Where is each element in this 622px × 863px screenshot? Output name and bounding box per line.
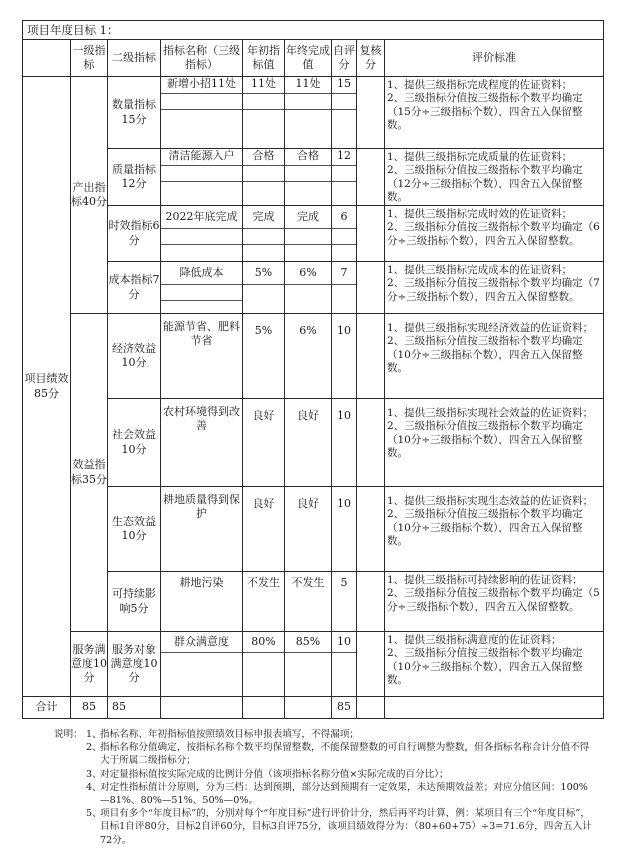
header-indicator-name: 指标名称（三级指标）: [161, 40, 243, 77]
indicator-name-cost: 降低成本: [161, 262, 242, 285]
level2-economic: 经济效益10分: [108, 314, 161, 399]
final-value-cost: 6%: [285, 262, 331, 285]
value-blank-row: [285, 166, 331, 182]
indicator-name-quantity: 新增小招11处: [161, 77, 242, 94]
header-criteria: 评价标准: [385, 40, 604, 77]
initial-value-quality: 合格: [243, 149, 284, 166]
self-score-sustainable: 5: [332, 572, 357, 632]
total-level1: 85: [71, 697, 108, 719]
final-value-timeliness: 完成: [285, 206, 331, 229]
evaluation-table: [22, 20, 604, 719]
header-initial-value: 年初指标值: [243, 40, 285, 77]
level2-timeliness: 时效指标6分: [108, 206, 161, 262]
note-item: 4、 对定性指标值计分原则，分为三档：达到预期，部分达到预期有一定效果，未达预期效益差；对应分值区间：100%—81%、80%—51%、50%—0%。: [86, 781, 588, 807]
initial-value-satisfaction: 80%: [243, 632, 284, 653]
indicator-blank-row: [161, 110, 242, 125]
final-value-economic: 6%: [285, 314, 332, 399]
notes-lead: 说明：: [54, 729, 83, 740]
level2-ecological: 生态效益10分: [108, 487, 161, 572]
benefit-indicator-cell: 效益指标35分: [71, 314, 108, 632]
self-score-satisfaction: 10: [332, 632, 356, 653]
final-value-quality: 合格: [285, 149, 331, 166]
self-score-quantity: 15: [332, 77, 356, 94]
initial-value-cost: 5%: [243, 262, 284, 285]
value-blank-row: [243, 229, 284, 245]
review-score-cell: [357, 149, 385, 206]
indicator-name-satisfaction: 群众满意度: [161, 632, 242, 653]
review-score-cell: [357, 632, 385, 697]
note-item: 1、 指标名称、年初指标值按照绩效目标申报表填写，不得漏项；: [86, 729, 360, 740]
indicator-name-sustainable: 耕地污染: [161, 572, 243, 632]
indicator-blank-row: [161, 166, 242, 182]
initial-value-sustainable: 不发生: [243, 572, 285, 632]
self-score-economic: 10: [332, 314, 357, 399]
value-blank-row: [243, 166, 284, 182]
header-final-value: 年终完成值: [285, 40, 332, 77]
level2-quantity: 数量指标15分: [108, 77, 161, 149]
total-blank: [385, 697, 604, 719]
table-title: 项目年度目标 1：: [23, 21, 604, 40]
self-score-quality: 12: [332, 149, 356, 166]
notes-section: [54, 728, 594, 847]
value-blank-row: [332, 229, 356, 245]
total-blank: [285, 697, 332, 719]
notes-list: [54, 728, 594, 847]
self-score-social: 10: [332, 399, 357, 487]
self-score-ecological: 10: [332, 487, 357, 572]
value-blank-row: [243, 110, 284, 125]
level2-social: 社会效益10分: [108, 399, 161, 487]
note-item: 5、 项目有多个“年度目标”的，分别对每个“年度目标”进行评价计分，然后再平均计算，例：某项目有三个“年度目标”，目标1自评80分，目标2自评60分，目标3自评75分，该项目绩效得分为：（80+60+75）÷3=71.6分，四舍五入计72分。: [86, 808, 592, 846]
initial-value-social: 良好: [243, 399, 285, 487]
indicator-blank-row: [161, 182, 242, 197]
note-item: 3、 对定量指标值按实际完成的比例计分值（该项指标名称分值×实际完成的百分比）；: [86, 768, 449, 780]
review-score-cell: [357, 314, 385, 399]
criteria-satisfaction: 1、提供三级指标满意度的佐证资料； 2、三级指标分值按三级指标个数平均确定（10分÷三级指标个数），四舍五入保留整数。: [385, 632, 604, 697]
final-value-satisfaction: 85%: [285, 632, 331, 653]
indicator-name-timeliness: 2022年底完成: [161, 206, 242, 229]
self-score-cost: 7: [332, 262, 356, 285]
final-value-ecological: 良好: [285, 487, 332, 572]
level2-satisfaction: 服务对象满意度10分: [108, 632, 161, 697]
level2-quality: 质量指标12分: [108, 149, 161, 206]
initial-value-quantity: 11处: [243, 77, 284, 94]
indicator-name-ecological: 耕地质量得到保护: [161, 487, 243, 572]
satisfaction-indicator-cell: 服务满意度10分: [71, 632, 108, 697]
criteria-quality: 1、提供三级指标完成质量的佐证资料； 2、三级指标分值按三级指标个数平均确定（12分÷三级指标个数），四舍五入保留整数。: [385, 149, 604, 206]
review-score-cell: [357, 77, 385, 149]
total-label: 合计: [23, 697, 71, 719]
review-score-cell: [357, 262, 385, 314]
indicator-name-quality: 清洁能源入户: [161, 149, 242, 166]
value-blank-row: [332, 110, 356, 125]
header-review-score: 复核分: [357, 40, 385, 77]
project-performance-cell: 项目绩效85分: [23, 77, 71, 697]
level2-cost: 成本指标7分: [108, 262, 161, 314]
review-score-cell: [357, 206, 385, 262]
value-blank-row: [285, 229, 331, 245]
header-level1: 一级指标: [71, 40, 108, 77]
indicator-name-social: 农村环境得到改善: [161, 399, 243, 487]
total-level2: 85: [108, 697, 161, 719]
initial-value-economic: 5%: [243, 314, 285, 399]
total-self-score: 85: [332, 697, 357, 719]
final-value-social: 良好: [285, 399, 332, 487]
header-blank: [23, 40, 71, 77]
total-blank: [243, 697, 285, 719]
final-value-sustainable: 不发生: [285, 572, 332, 632]
output-indicator-cell: 产出指标40分: [71, 77, 108, 314]
value-blank-row: [332, 94, 356, 110]
initial-value-ecological: 良好: [243, 487, 285, 572]
header-self-score: 自评分: [332, 40, 357, 77]
criteria-quantity: 1、提供三级指标完成程度的佐证资料； 2、三级指标分值按三级指标个数平均确定（15分÷三级指标个数），四舍五入保留整数。: [385, 77, 604, 149]
header-level2: 二级指标: [108, 40, 161, 77]
value-blank-row: [332, 166, 356, 182]
review-score-cell: [357, 572, 385, 632]
criteria-ecological: 1、提供三级指标实现生态效益的佐证资料； 2、三级指标分值按三级指标个数平均确定（10分÷三级指标个数），四舍五入保留整数。: [385, 487, 604, 572]
self-score-timeliness: 6: [332, 206, 356, 229]
value-blank-row: [243, 94, 284, 110]
criteria-sustainable: 1、提供三级指标可持续影响的佐证资料； 2、三级指标分值按三级指标个数平均确定（5分÷三级指标个数），四舍五入保留整数。: [385, 572, 604, 632]
indicator-name-economic: 能源节省、肥料节省: [161, 314, 243, 399]
criteria-social: 1、提供三级指标实现社会效益的佐证资料； 2、三级指标分值按三级指标个数平均确定（10分÷三级指标个数），四舍五入保留整数。: [385, 399, 604, 487]
review-score-cell: [357, 399, 385, 487]
total-blank: [161, 697, 243, 719]
value-blank-row: [285, 110, 331, 125]
final-value-quantity: 11处: [285, 77, 331, 94]
value-blank-row: [285, 94, 331, 110]
level2-sustainable: 可持续影响5分: [108, 572, 161, 632]
initial-value-timeliness: 完成: [243, 206, 284, 229]
note-item: 2、 指标名称分值确定，按指标名称个数平均保留整数，不能保留整数的可自行调整为整数，但各指标名称合计分值不得大于所属二级指标分；: [86, 742, 590, 767]
indicator-blank-row: [161, 94, 242, 110]
indicator-blank-row: [161, 285, 242, 301]
indicator-blank-row: [161, 229, 242, 245]
criteria-timeliness: 1、提供三级指标完成时效的佐证资料； 2、三级指标分值按三级指标个数平均确定（6分÷三级指标个数），四舍五入保留整数。: [385, 206, 604, 262]
criteria-cost: 1、提供三级指标完成成本的佐证资料； 2、三级指标分值按三级指标个数平均确定（7分÷三级指标个数），四舍五入保留整数。: [385, 262, 604, 314]
total-blank: [357, 697, 385, 719]
criteria-economic: 1、提供三级指标实现经济效益的佐证资料； 2、三级指标分值按三级指标个数平均确定（10分÷三级指标个数），四舍五入保留整数。: [385, 314, 604, 399]
review-score-cell: [357, 487, 385, 572]
